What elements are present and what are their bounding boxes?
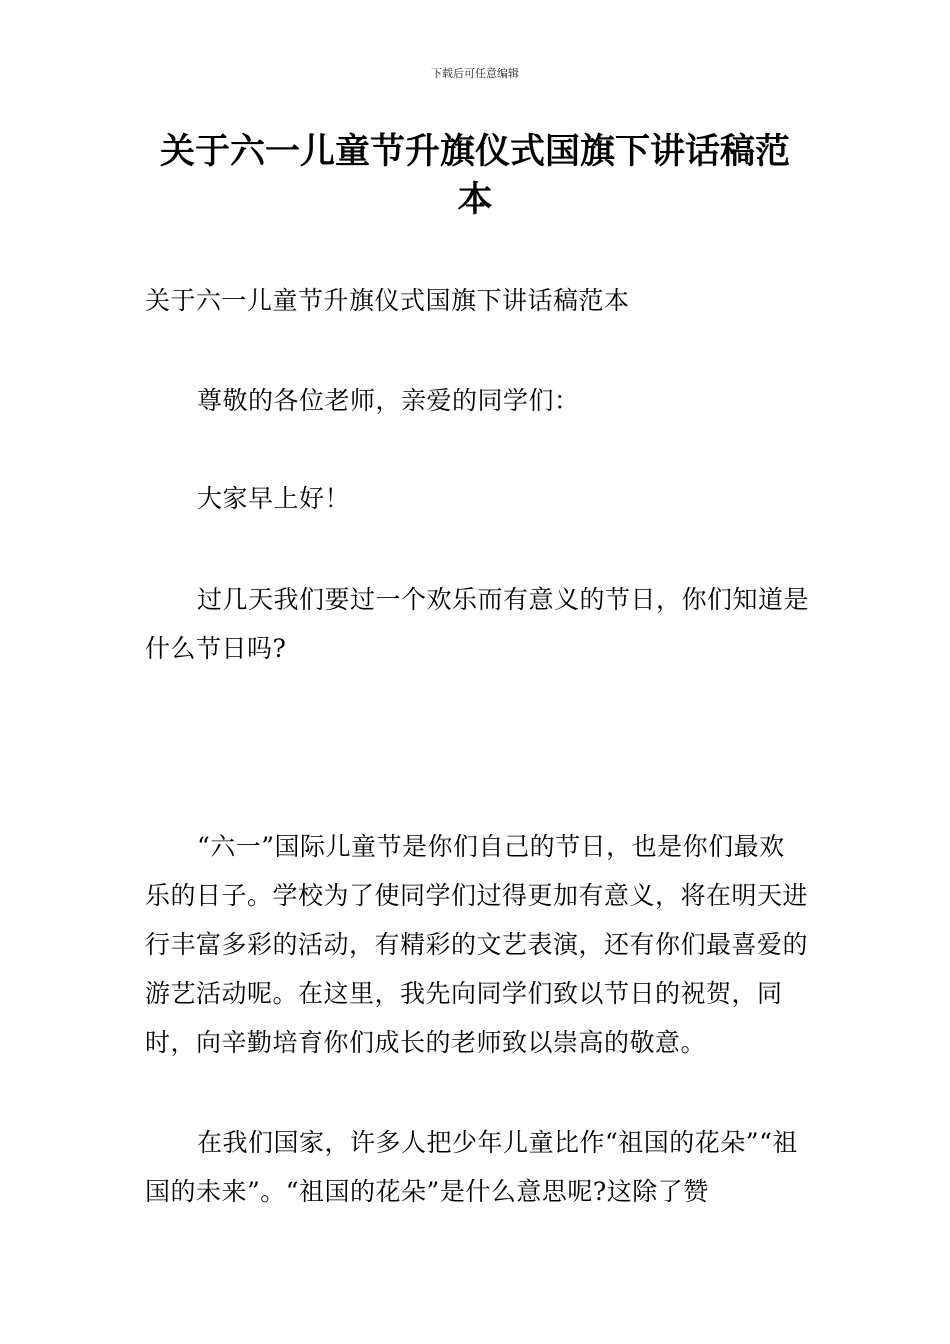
header-note: 下载后可任意编辑 xyxy=(431,67,519,80)
paragraph-holiday-question: 过几天我们要过一个欢乐而有意义的节日，你们知道是什么节日吗? xyxy=(145,585,810,663)
document-title: 关于六一儿童节升旗仪式国旗下讲话稿范本 xyxy=(159,132,790,220)
paragraph-flowers-of-motherland: 在我们国家，许多人把少年儿童比作“祖国的花朵”“祖国的未来”。“祖国的花朵”是什么意思呢?这除了赞 xyxy=(145,1128,798,1206)
document-subtitle: 关于六一儿童节升旗仪式国旗下讲话稿范本 xyxy=(145,286,630,315)
paragraph-childrens-day: “六一”国际儿童节是你们自己的节日，也是你们最欢乐的日子。学校为了使同学们过得更加有意义，将在明天进行丰富多彩的活动，有精彩的文艺表演，还有你们最喜爱的游艺活动呢。在这里，我先向同学们致以节日的祝贺，同时，向辛勤培育你们成长的老师致以崇高的敬意。 xyxy=(145,832,809,1057)
paragraph-greeting: 尊敬的各位老师，亲爱的同学们： xyxy=(197,386,580,415)
paragraph-good-morning: 大家早上好！ xyxy=(197,484,351,513)
